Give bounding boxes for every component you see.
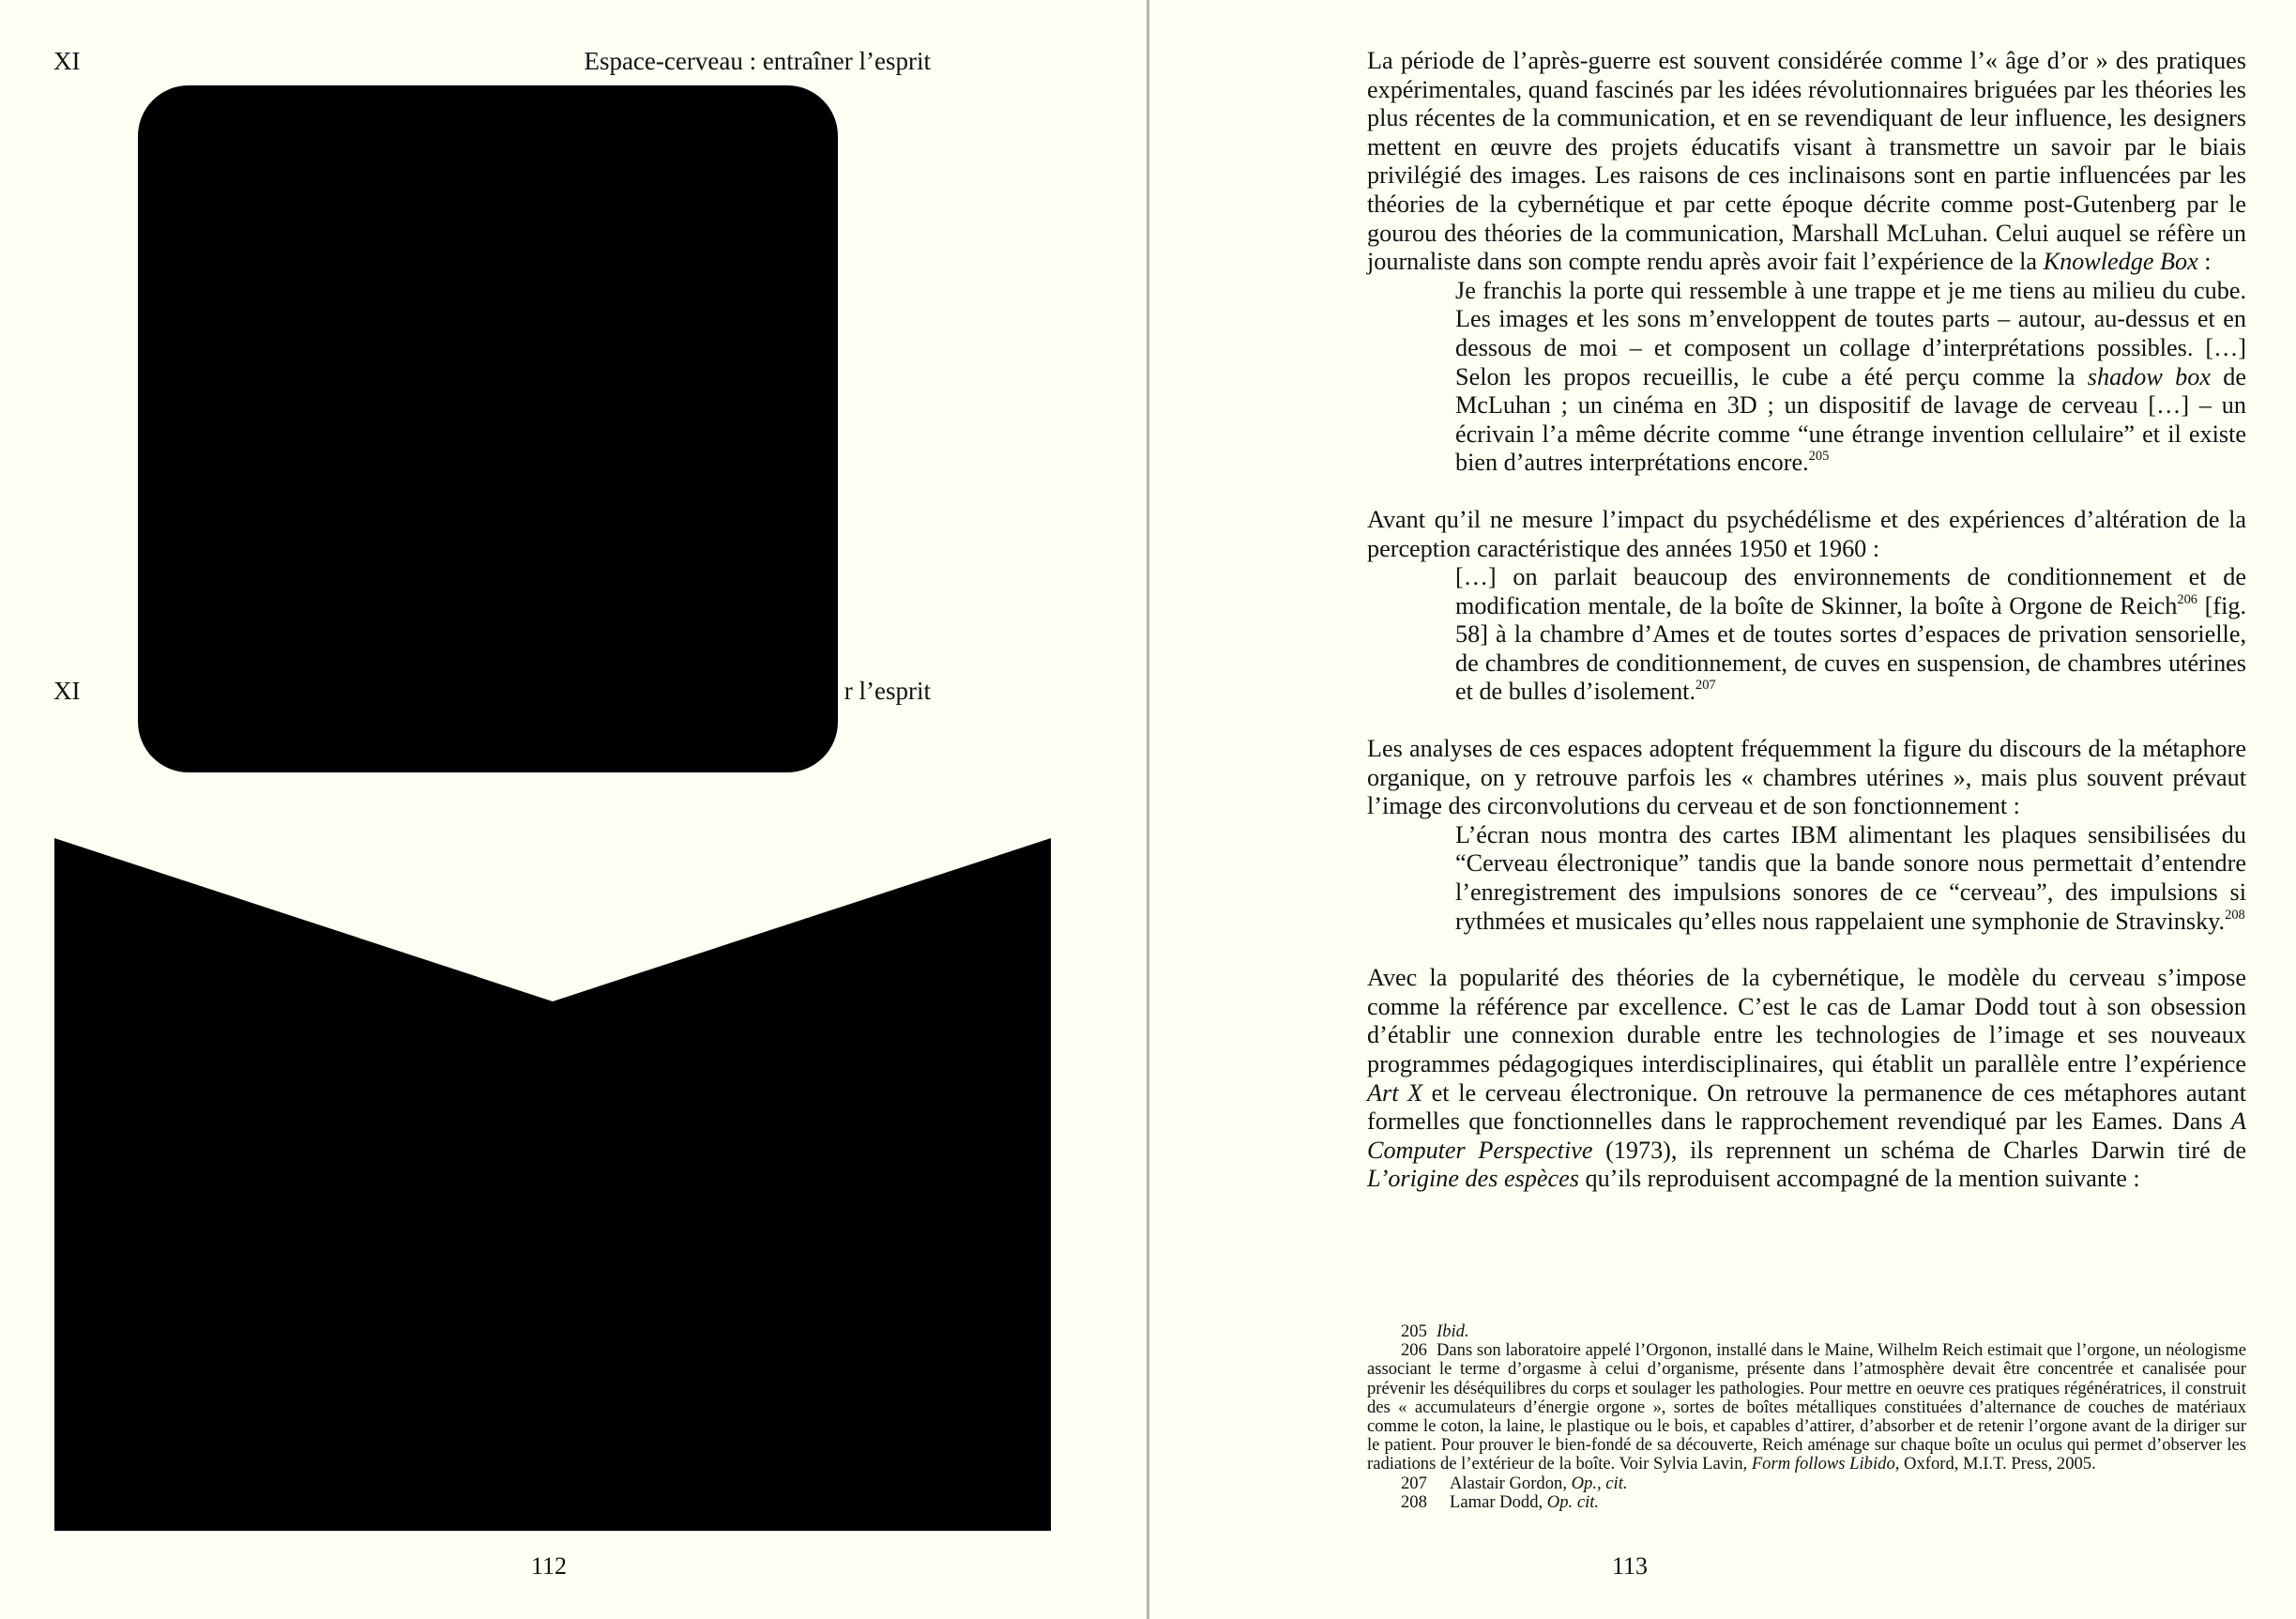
- q2-text-end: [fig. 58] à la chambre d’Ames et de toutes sortes d’espaces de privation sensorielle, de chambres de conditionnement, de cuves en suspension, de chambres utérines et de bulles d’isolement.: [1455, 591, 2247, 706]
- paragraph-2: Avant qu’il ne mesure l’impact du psychédélisme et des expériences d’altération de la perception caractéristique des années 1950 et 1960 :: [1367, 505, 2246, 562]
- q1-text: Je franchis la porte qui ressemble à une trappe et je me tiens au milieu du cube. Les images et les sons m’enveloppent de toutes parts – autour, au-dessus et en dessous de moi – et composent un collage d’interprétations possibles. […] Selon les propos recueillis, le cube a été perçu comme la: [1455, 276, 2246, 390]
- running-head-chapter-repeat: XI: [53, 677, 81, 705]
- footnote-number: 208: [1401, 1491, 1427, 1512]
- block-quote-2: [1455, 563, 2246, 707]
- footnote-205: [1367, 1322, 2246, 1341]
- footnote-text: Dans son laboratoire appelé l’Orgonon, installé dans le Maine, Wilhelm Reich estimait que l’orgone, un néologisme associant le terme d’orgasme à celui d’organisme, présente dans l’atmosphère devait être concentrée et canalisée pour prévenir les déséquilibres du corps et soulager les pathologies. Pour mettre en oeuvre ces pratiques régénératrices, il construit des « accumulateurs d’énergie orgone », sortes de boîtes métalliques constituées d’alternance de couches de matériaux comme le coton, la laine, le plastique ou le bois, et capables d’attirer, d’absorber et de retenir l’orgone avant de la diriger sur le patient. Pour prouver le bien-fondé de sa découverte, Reich aménage sur chaque boîte un oculus qui permet d’observer les radiations de l’extérieur de la boîte. Voir Sylvia Lavin,: [1367, 1340, 2246, 1474]
- block-quote-1: [1455, 277, 2246, 478]
- p1-italic: Knowledge Box: [2043, 248, 2198, 276]
- running-head-chapter: XI: [53, 47, 81, 75]
- footnotes: [1367, 1322, 2246, 1512]
- p4-text-d: qu’ils reproduisent accompagné de la mention suivante :: [1578, 1165, 2140, 1193]
- p4-text-a: Avec la popularité des théories de la cybernétique, le modèle du cerveau s’impose comme la référence par excellence. C’est le cas de Lamar Dodd tout à son obsession d’établir une connexion durable entre les technologies de l’image et ses nouveaux programmes pédagogiques interdisciplinaires, qui établit un parallèle entre l’expérience: [1367, 964, 2246, 1077]
- footnote-text: Lamar Dodd,: [1450, 1491, 1547, 1512]
- p4-text-b: et le cerveau électronique. On retrouve la permanence de ces métaphores autant formelles que fonctionnelles dans le rapprochement revendiqué par les Eames. Dans: [1367, 1078, 2246, 1136]
- p1-text-end: :: [2197, 248, 2212, 276]
- page-number-left: 112: [530, 1552, 568, 1580]
- footnote-207: [1367, 1474, 2246, 1493]
- footnote-ref-207[interactable]: 207: [1695, 678, 1716, 694]
- page-number-right: 113: [1611, 1552, 1649, 1580]
- footnote-text: Ibid.: [1437, 1321, 1469, 1341]
- footnote-208: [1367, 1493, 2246, 1512]
- p1-text: La période de l’après-guerre est souvent considérée comme l’« âge d’or » des pratiques expérimentales, quand fascinés par les idées révolutionnaires briguées par les théories les plus récentes de la communication, et en se revendiquant de leur influence, les designers mettent en œuvre des projets éducatifs visant à transmettre un savoir par le biais privilégié des images. Les raisons de ces inclinaisons sont en partie influencées par les théories de la cybernétique et par cette époque décrite comme post-Gutenberg par le gourou des théories de la communication, Marshall McLuhan. Celui auquel se réfère un journaliste dans son compte rendu après avoir fait l’expérience de la: [1367, 47, 2246, 276]
- paragraph-1: [1367, 47, 2246, 277]
- running-head-title-repeat: r l’esprit: [844, 677, 931, 705]
- q2-text: […] on parlait beaucoup des environnements de conditionnement et de modification mentale, de la boîte de Skinner, la boîte à Orgone de Reich: [1455, 563, 2246, 619]
- paragraph-4: [1367, 964, 2246, 1194]
- p4-italic-art-x: Art X: [1367, 1078, 1423, 1107]
- q1-text-end: de McLuhan ; un cinéma en 3D ; un dispositif de lavage de cerveau […] – un écrivain l’a même décrite comme “une étrange invention cellulaire” et il existe bien d’autres interprétations encore.: [1455, 362, 2246, 477]
- footnote-number: 205: [1401, 1321, 1427, 1341]
- left-page: [0, 0, 1147, 1619]
- footnote-number: 207: [1401, 1473, 1427, 1493]
- p4-text-c: (1973), ils reprennent un schéma de Charles Darwin tiré de: [1592, 1136, 2247, 1164]
- footnote-ref-208[interactable]: 208: [2225, 907, 2245, 923]
- footnote-ref-205[interactable]: 205: [1808, 449, 1830, 465]
- footnote-text-end: , Oxford, M.I.T. Press, 2005.: [1894, 1454, 2096, 1474]
- page-gutter-divider: [1147, 0, 1149, 1619]
- chevron-polygon: [54, 838, 1051, 1531]
- footnote-italic: Form follows Libido: [1751, 1454, 1895, 1474]
- paragraph-3: Les analyses de ces espaces adoptent fréquemment la figure du discours de la métaphore organique, on y retrouve parfois les « chambres utérines », mais plus souvent prévaut l’image des circonvolutions du cerveau et de son fonctionnement :: [1367, 735, 2246, 820]
- footnote-206: [1367, 1341, 2246, 1474]
- p4-italic-computer-perspective: A Computer Perspective: [1367, 1107, 2246, 1164]
- figure-chevron-shape: [54, 838, 1051, 1531]
- body-text: [1367, 47, 2246, 1194]
- footnote-text: Alastair Gordon,: [1450, 1473, 1572, 1493]
- q1-italic: shadow box: [2087, 362, 2211, 390]
- footnote-ref-206[interactable]: 206: [2177, 591, 2197, 607]
- footnote-italic: Op., cit.: [1571, 1473, 1628, 1493]
- block-quote-3: [1455, 821, 2246, 936]
- running-head-title: Espace-cerveau : entraîner l’esprit: [584, 47, 931, 75]
- q3-text: L’écran nous montra des cartes IBM alimentant les plaques sensibilisées du “Cerveau électronique” tandis que la bande sonore nous permettait d’entendre l’enregistrement des impulsions sonores de ce “cerveau”, des impulsions si rythmées et musicales qu’elles nous rappelaient une symphonie de Stravinsky.: [1455, 820, 2246, 935]
- footnote-italic: Op. cit.: [1546, 1491, 1600, 1512]
- footnote-number: 206: [1401, 1340, 1427, 1361]
- figure-rounded-rectangle: [138, 85, 838, 772]
- p4-italic-origine: L’origine des espèces: [1367, 1165, 1579, 1193]
